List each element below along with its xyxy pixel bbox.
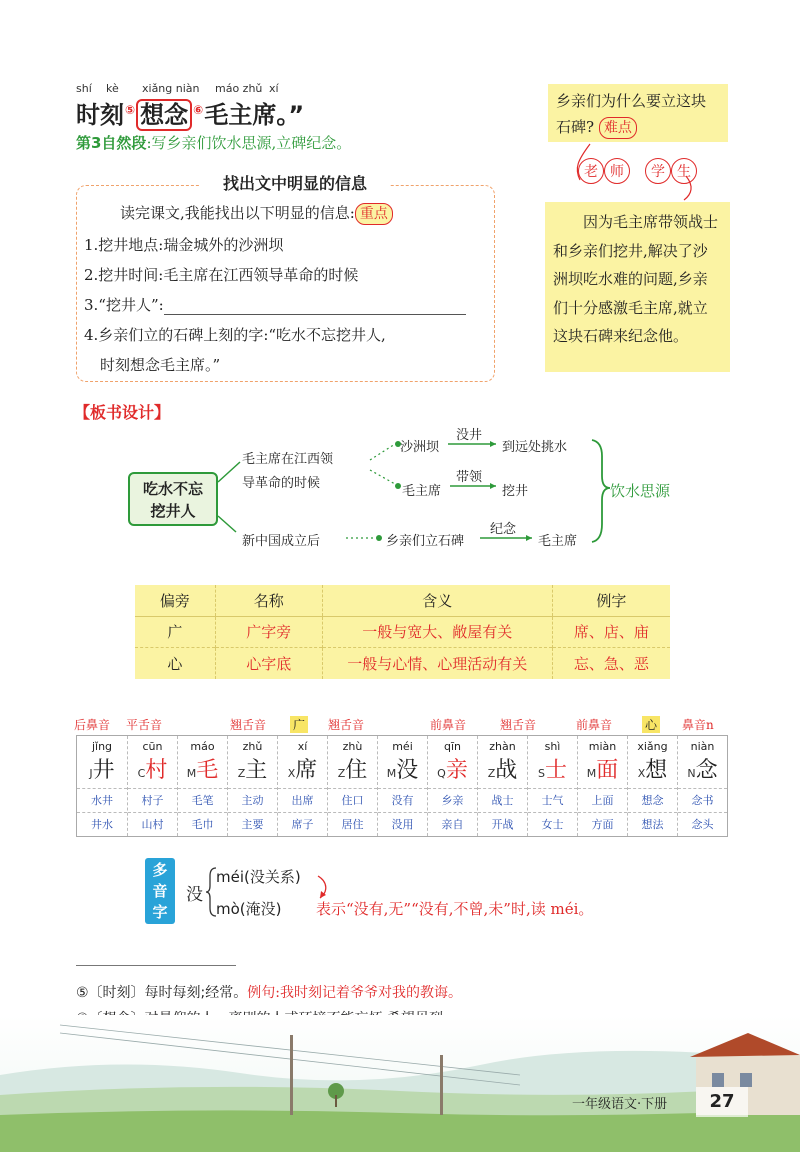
char-cell: xiǎng X想 想念 想法 — [627, 736, 677, 836]
board-text: 没井 — [456, 428, 483, 443]
question-note: 乡亲们为什么要立这块石碑? 难点 — [548, 84, 728, 142]
center-box: 吃水不忘 挖井人 — [128, 472, 218, 526]
board-text: 到远处挑水 — [502, 440, 568, 455]
info-item-2: 2.挖井时间:毛主席在江西领导革命的时候 — [84, 266, 359, 284]
footnote-ref-5: ⑤ — [125, 103, 136, 117]
char-cell: jǐng J井 水井 井水 — [77, 736, 127, 836]
char-cell: qīn Q亲 乡亲 亲自 — [427, 736, 477, 836]
col-header: 含义 — [322, 585, 552, 616]
pinyin: shí — [76, 82, 92, 95]
char-cell: méi M没 没有 没用 — [377, 736, 427, 836]
char-cell: zhù Z住 住口 居住 — [327, 736, 377, 836]
answer-blank[interactable] — [164, 299, 466, 315]
board-text: 乡亲们立石碑 — [386, 534, 465, 549]
pinyin: xiǎng niàn — [142, 82, 200, 95]
answer-note: 因为毛主席带领战士和乡亲们挖井,解决了沙洲坝吃水难的问题,乡亲们十分感激毛主席,就立这块石碑来纪念他。 — [545, 202, 730, 372]
polyphonic-badge: 多 音 字 — [145, 858, 175, 924]
board-text: 带领 — [456, 470, 483, 485]
footnote-5: ⑤〔时刻〕每时每刻;经常。例句:我时刻记着爷爷对我的教诲。 — [76, 985, 462, 1001]
board-text: 导革命的时候 — [242, 476, 321, 491]
board-result: 饮水思源 — [610, 482, 671, 500]
category-row: 后鼻音 平舌音 翘舌音 广 翘舌音 前鼻音 翘舌音 前鼻音 心 鼻音n — [74, 718, 714, 732]
table-row: 心 心字底 一般与心情、心理活动有关 忘、急、恶 — [135, 648, 670, 679]
footnote-divider — [76, 965, 236, 966]
char-cell: zhàn Z战 战士 开战 — [477, 736, 527, 836]
char-cell: niàn N念 念书 念头 — [677, 736, 727, 836]
board-text: 新中国成立后 — [242, 534, 321, 549]
info-item-4b: 时刻想念毛主席。” — [100, 356, 221, 374]
radicals-table — [135, 585, 670, 679]
page-number: 27 — [696, 1087, 748, 1117]
col-header: 偏旁 — [135, 585, 215, 616]
character-table — [76, 735, 728, 837]
text-line: 时刻⑤ 想念 ⑥毛主席。” — [76, 101, 305, 129]
circled-word: 想念 — [136, 99, 192, 131]
pinyin: kè — [106, 82, 119, 95]
pinyin: xí — [269, 82, 279, 95]
footnote-ref-6: ⑥ — [193, 103, 204, 117]
teacher-label: 老 师 — [578, 158, 630, 184]
info-item-4a: 4.乡亲们立的石碑上刻的字:“吃水不忘挖井人, — [84, 326, 386, 344]
poly-char: 没 — [186, 885, 203, 905]
dialog-arrows — [560, 140, 730, 202]
board-text: 沙洲坝 — [400, 440, 440, 455]
info-title: 找出文中明显的信息 — [200, 172, 390, 196]
board-text: 毛主席 — [402, 484, 442, 499]
poly-reading-1: méi(没关系) — [216, 868, 301, 886]
table-row: 广 广字旁 一般与宽大、敞屋有关 席、店、庙 — [135, 616, 670, 648]
info-item-1: 1.挖井地点:瑞金城外的沙洲坝 — [84, 236, 284, 254]
board-text: 毛主席 — [538, 534, 578, 549]
board-title: 【板书设计】 — [74, 403, 171, 422]
char-cell: xí X席 出席 席子 — [277, 736, 327, 836]
board-text: 纪念 — [490, 522, 517, 537]
board-design — [70, 420, 770, 560]
poly-reading-2: mò(淹没) — [216, 900, 282, 918]
difficulty-tag: 难点 — [599, 117, 637, 139]
char-cell: shì S士 士气 女士 — [527, 736, 577, 836]
key-tag: 重点 — [355, 203, 393, 225]
col-header: 名称 — [215, 585, 322, 616]
board-text: 挖井 — [502, 484, 529, 499]
char-cell: máo M毛 毛笔 毛巾 — [177, 736, 227, 836]
info-item-3: 3.“挖井人”: — [84, 294, 466, 315]
student-label: 学 生 — [645, 158, 697, 184]
book-name: 一年级语文·下册 — [572, 1097, 668, 1112]
paragraph-summary: 第3自然段:写乡亲们饮水思源,立碑纪念。 — [76, 134, 352, 152]
board-text: 毛主席在江西领 — [242, 452, 334, 467]
char-cell: miàn M面 上面 方面 — [577, 736, 627, 836]
col-header: 例字 — [552, 585, 670, 616]
char-cell: cūn C村 村子 山村 — [127, 736, 177, 836]
poly-note: 表示“没有,无”“没有,不曾,未”时,读 méi。 — [316, 900, 594, 918]
char-cell: zhǔ Z主 主动 主要 — [227, 736, 277, 836]
info-intro: 读完课文,我能找出以下明显的信息: 重点 — [120, 202, 393, 225]
landscape-illustration — [0, 1015, 800, 1152]
pinyin: máo zhǔ — [215, 82, 263, 95]
